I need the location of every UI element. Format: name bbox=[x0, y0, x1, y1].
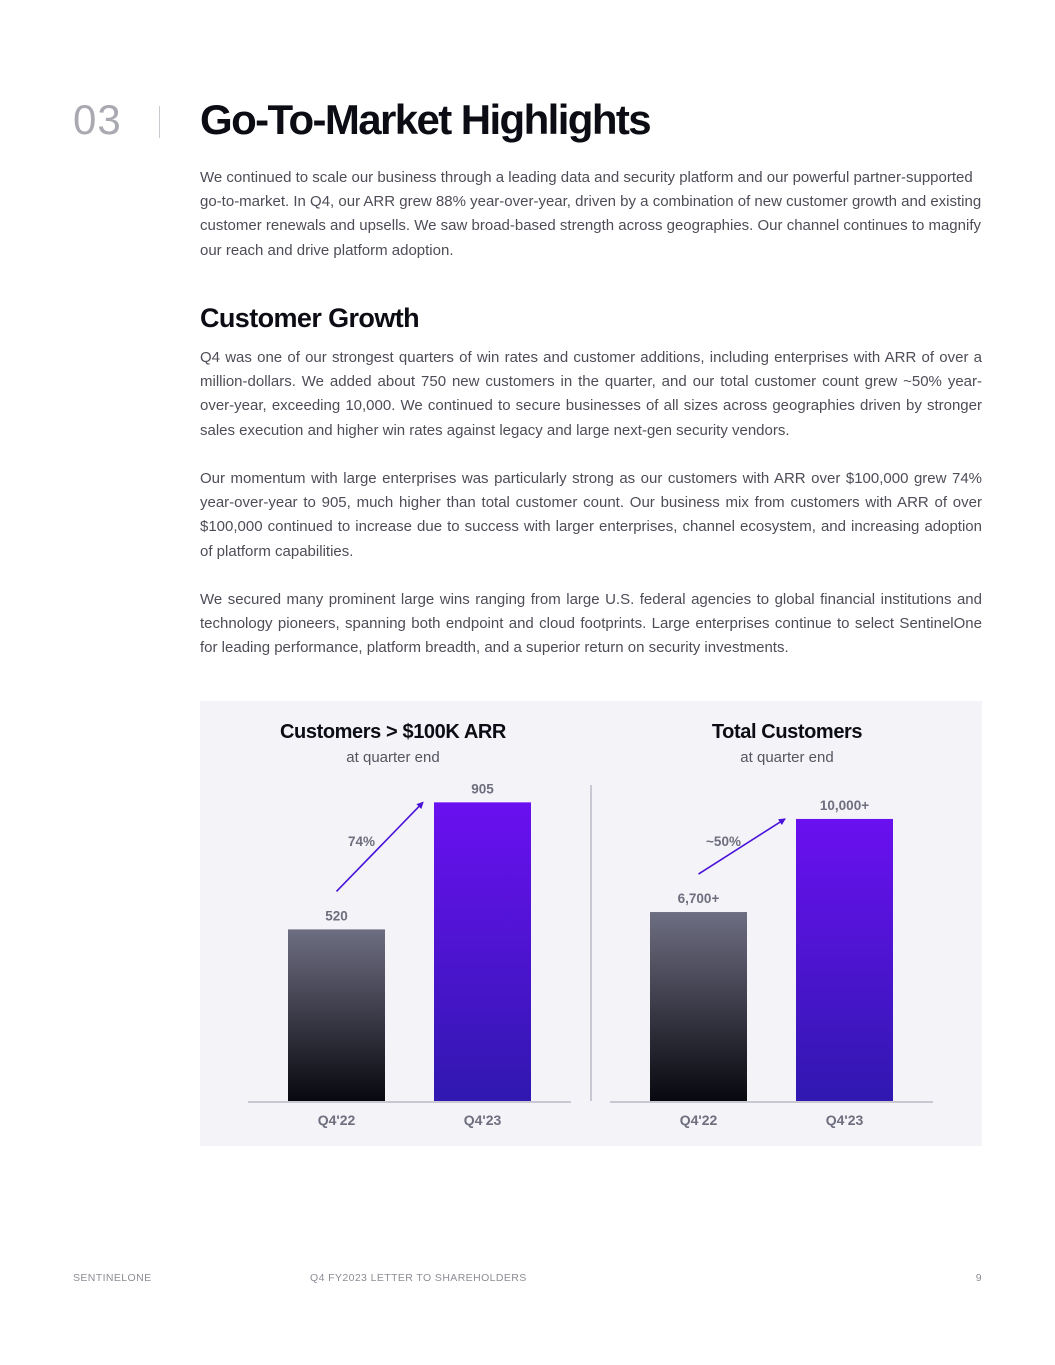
footer-company: SENTINELONE bbox=[73, 1272, 152, 1284]
chart-1-category-label-2: Q4'23 bbox=[463, 1112, 502, 1128]
chart-2-title: Total Customers bbox=[711, 721, 863, 743]
footer-document-title: Q4 FY2023 LETTER TO SHAREHOLDERS bbox=[310, 1272, 527, 1284]
chart-1-category-label-1: Q4'22 bbox=[317, 1112, 356, 1128]
chart-1-data-label-1: 520 bbox=[325, 908, 348, 924]
customer-growth-paragraph-1: Q4 was one of our strongest quarters of win rates and customer additions, including enterprises with ARR of over a million-dollars. We added about 750 new customers in the quarter, and our total customer count grew ~50% year-over-year, exceeding 10,000. We continued to secure businesses of all sizes across geographies driven by stronger sales execution and higher win rates against legacy and large next-gen security vendors. bbox=[200, 349, 982, 439]
intro-paragraph: We continued to scale our business through a leading data and security platform and our powerful partner-supported go-to-market. In Q4, our ARR grew 88% year-over-year, driven by a combination of new customer growth and existing customer renewals and upsells. We saw broad-based strength across geographies. Our channel continues to magnify our reach and drive platform adoption. bbox=[200, 169, 982, 259]
chart-2-category-label-1: Q4'22 bbox=[679, 1112, 718, 1128]
customer-growth-heading: Customer Growth bbox=[200, 303, 420, 333]
charts-svg bbox=[200, 701, 982, 1146]
chart-1-bar-1 bbox=[288, 929, 385, 1101]
charts-panel bbox=[200, 701, 982, 1146]
section-divider bbox=[159, 106, 160, 138]
chart-1-subtitle: at quarter end bbox=[346, 749, 440, 766]
chart-2-subtitle: at quarter end bbox=[740, 749, 834, 766]
section-number: 03 bbox=[73, 96, 122, 143]
customer-growth-paragraph-2: Our momentum with large enterprises was particularly strong as our customers with ARR over $100,000 grew 74% year-over-year to 905, much higher than total customer count. Our business mix from customers with ARR of over $100,000 continued to increase due to success with larger enterprises, channel ecosystem, and increasing adoption of platform capabilities. bbox=[200, 470, 982, 560]
chart-1-title: Customers > $100K ARR bbox=[280, 721, 506, 743]
chart-1-bar-2 bbox=[434, 802, 531, 1101]
chart-1-growth-label: 74% bbox=[347, 834, 376, 849]
chart-2-data-label-2: 10,000+ bbox=[819, 797, 870, 813]
chart-1-data-label-2: 905 bbox=[471, 781, 494, 797]
footer-page-number: 9 bbox=[975, 1272, 982, 1284]
page-title: Go-To-Market Highlights bbox=[200, 96, 651, 143]
chart-2-growth-label: ~50% bbox=[706, 834, 741, 849]
customer-growth-paragraph-3: We secured many prominent large wins ranging from large U.S. federal agencies to global financial institutions and technology pioneers, spanning both endpoint and cloud footprints. Large enterprises continue to select SentinelOne for leading performance, platform breadth, and a superior return on security investments. bbox=[200, 591, 982, 657]
chart-2-bar-1 bbox=[650, 912, 747, 1101]
chart-2-category-label-2: Q4'23 bbox=[825, 1112, 864, 1128]
chart-2-bar-2 bbox=[796, 819, 893, 1101]
chart-2-data-label-1: 6,700+ bbox=[677, 891, 720, 907]
